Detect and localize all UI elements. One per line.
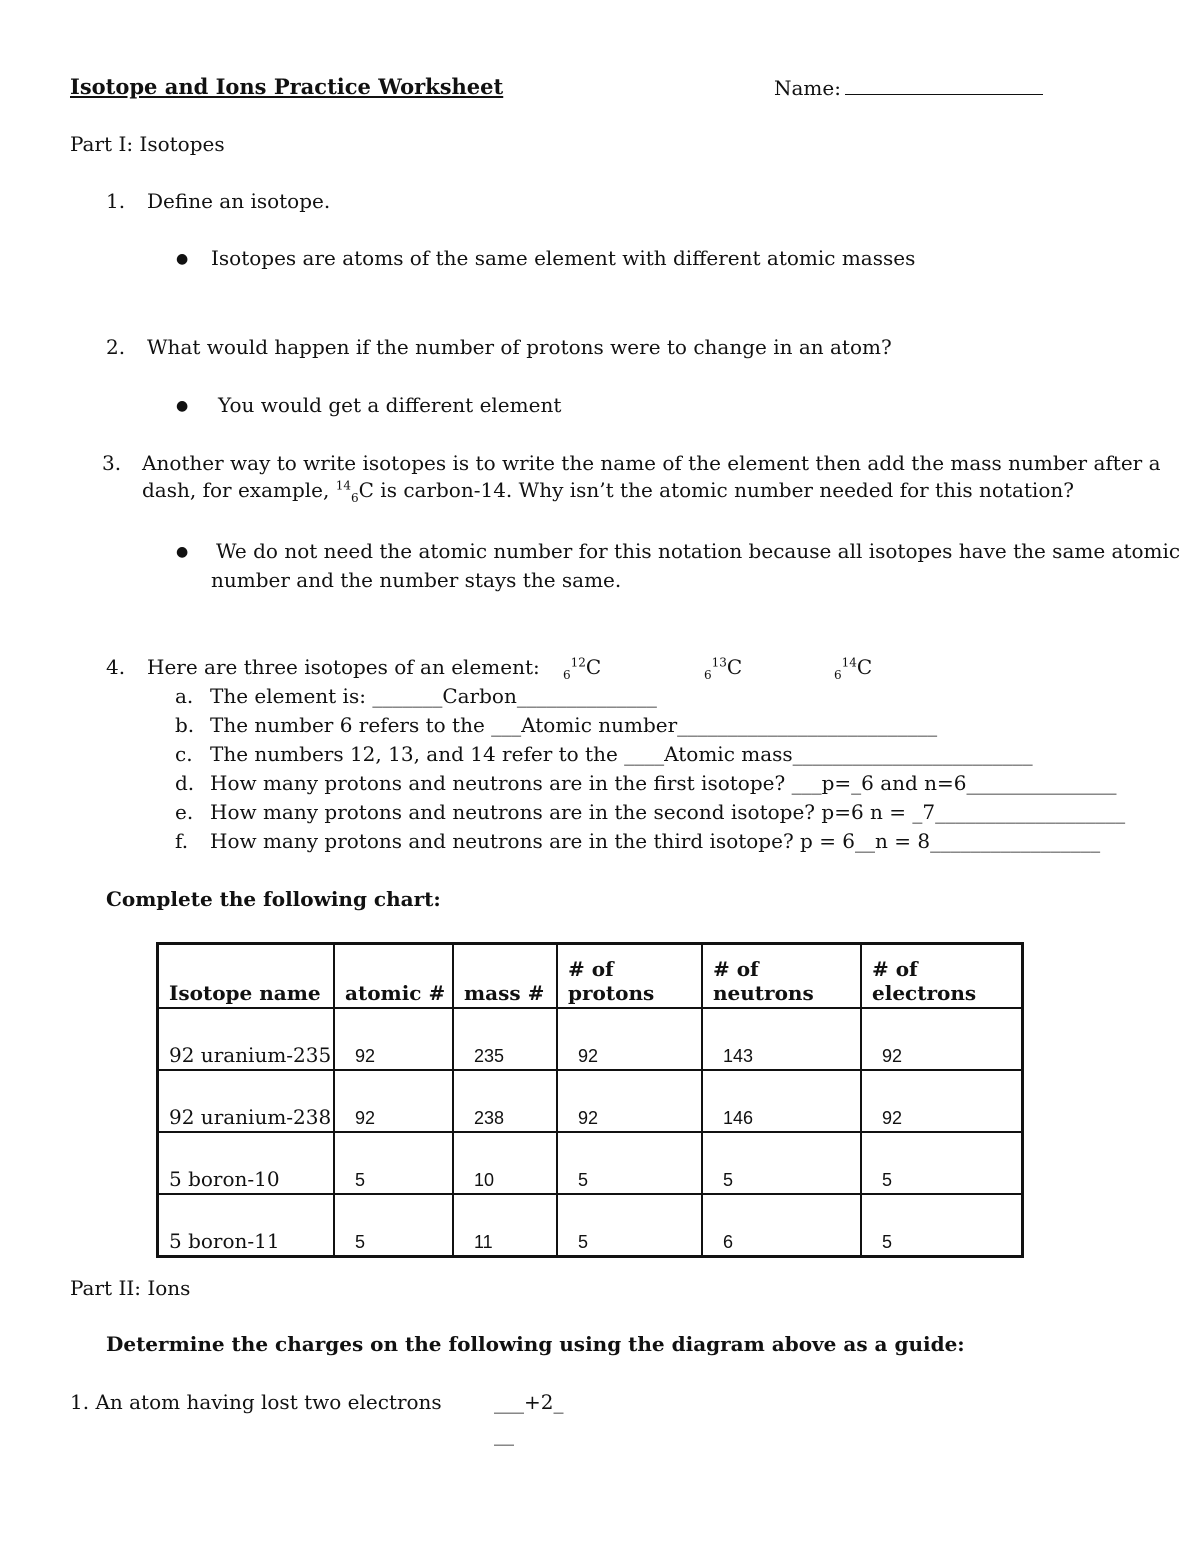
q1-text: Define an isotope. bbox=[147, 189, 331, 213]
table-cell[interactable]: 92 uranium-235 bbox=[158, 1008, 335, 1070]
q4a-answer: Carbon______________ bbox=[442, 684, 657, 708]
q3-text-line2: dash, for example, $^{14}_6$C is carbon-14. Why isn’t the atomic number needed for this notation? bbox=[142, 478, 1074, 505]
table-row bbox=[158, 1070, 1023, 1132]
column-header: # of electrons bbox=[861, 944, 1023, 1009]
table-cell[interactable]: 92 bbox=[861, 1008, 1023, 1070]
name-field bbox=[774, 74, 1043, 100]
bullet-icon: ● bbox=[176, 251, 189, 267]
table-cell[interactable]: 92 bbox=[334, 1070, 453, 1132]
table-cell[interactable]: 6 bbox=[702, 1194, 861, 1257]
q3-atomic-subscript: 6 bbox=[350, 491, 359, 505]
table-cell[interactable]: 92 bbox=[557, 1070, 702, 1132]
q4b-answer: Atomic number__________________________ bbox=[521, 713, 938, 737]
table-cell[interactable]: 5 bbox=[702, 1132, 861, 1194]
isotope-notation: $_6^{13}$C bbox=[704, 655, 743, 682]
name-blank[interactable] bbox=[845, 74, 1043, 95]
table-cell[interactable]: 235 bbox=[453, 1008, 557, 1070]
name-label: Name: bbox=[774, 76, 841, 100]
q4e-answer: p=6 n = _7___________________ bbox=[821, 800, 1126, 824]
column-header: mass # bbox=[453, 944, 557, 1009]
q4-text: Here are three isotopes of an element: bbox=[147, 655, 540, 679]
table-row bbox=[158, 1008, 1023, 1070]
q3-answer-line2: number and the number stays the same. bbox=[211, 568, 622, 592]
q3-answer-line1: We do not need the atomic number for this notation because all isotopes have the same atomic bbox=[216, 539, 1181, 563]
table-cell[interactable]: 5 boron-11 bbox=[158, 1194, 335, 1257]
bullet-icon: ● bbox=[176, 544, 189, 560]
table-cell[interactable]: 5 bbox=[334, 1194, 453, 1257]
q4b-text: The number 6 refers to the ___Atomic number__________________________ bbox=[210, 713, 938, 737]
table-cell[interactable]: 5 bbox=[334, 1132, 453, 1194]
part2-instructions: Determine the charges on the following using the diagram above as a guide: bbox=[106, 1332, 965, 1356]
q4b-letter: b. bbox=[175, 713, 195, 737]
table-cell[interactable]: 92 bbox=[557, 1008, 702, 1070]
worksheet-title: Isotope and Ions Practice Worksheet bbox=[70, 74, 504, 99]
table-cell[interactable]: 11 bbox=[453, 1194, 557, 1257]
column-header: # of protons bbox=[557, 944, 702, 1009]
q4d-text: How many protons and neutrons are in the first isotope? ___p=_6 and n=6_______________ bbox=[210, 771, 1117, 795]
bullet-icon: ● bbox=[176, 398, 189, 414]
table-cell[interactable]: 10 bbox=[453, 1132, 557, 1194]
table-cell[interactable]: 238 bbox=[453, 1070, 557, 1132]
table-cell[interactable]: 146 bbox=[702, 1070, 861, 1132]
part2-q1-answer-line2: __ bbox=[494, 1422, 514, 1446]
isotope-notation: $_6^{14}$C bbox=[834, 655, 873, 682]
q4-number: 4. bbox=[106, 655, 126, 679]
table-cell[interactable]: 92 bbox=[861, 1070, 1023, 1132]
q4d-answer: ___p=_6 and n=6_______________ bbox=[791, 771, 1117, 795]
q2-text: What would happen if the number of protons were to change in an atom? bbox=[147, 335, 892, 359]
table-cell[interactable]: 5 boron-10 bbox=[158, 1132, 335, 1194]
table-cell[interactable]: 92 uranium-238 bbox=[158, 1070, 335, 1132]
q1-answer: Isotopes are atoms of the same element with different atomic masses bbox=[211, 246, 916, 270]
chart-heading: Complete the following chart: bbox=[106, 887, 441, 911]
q2-answer: You would get a different element bbox=[218, 393, 562, 417]
isotope-notation: $_6^{12}$C bbox=[563, 655, 602, 682]
q4c-letter: c. bbox=[175, 742, 193, 766]
q4a-letter: a. bbox=[175, 684, 194, 708]
table-cell[interactable]: 5 bbox=[557, 1194, 702, 1257]
table-cell[interactable]: 5 bbox=[861, 1194, 1023, 1257]
q4c-answer: Atomic mass________________________ bbox=[664, 742, 1033, 766]
table-cell[interactable]: 92 bbox=[334, 1008, 453, 1070]
table-cell[interactable]: 143 bbox=[702, 1008, 861, 1070]
q2-number: 2. bbox=[106, 335, 126, 359]
q4e-text: How many protons and neutrons are in the second isotope? p=6 n = _7___________________ bbox=[210, 800, 1126, 824]
part1-heading: Part I: Isotopes bbox=[70, 132, 225, 156]
table-row bbox=[158, 1194, 1023, 1257]
q3-mass-superscript: 14 bbox=[335, 478, 351, 493]
q4a-text: The element is: _______Carbon______________ bbox=[210, 684, 657, 708]
column-header: # of neutrons bbox=[702, 944, 861, 1009]
part2-q1-answer: ___+2_ bbox=[494, 1390, 564, 1414]
q4c-text: The numbers 12, 13, and 14 refer to the ____Atomic mass________________________ bbox=[210, 742, 1033, 766]
q4f-answer: p = 6__n = 8_________________ bbox=[800, 829, 1101, 853]
part2-q1-text: 1. An atom having lost two electrons bbox=[70, 1390, 442, 1414]
q4f-letter: f. bbox=[175, 829, 189, 853]
table-cell[interactable]: 5 bbox=[861, 1132, 1023, 1194]
q4d-letter: d. bbox=[175, 771, 195, 795]
q4e-letter: e. bbox=[175, 800, 194, 824]
chart-header-row bbox=[158, 944, 1023, 1009]
table-row bbox=[158, 1132, 1023, 1194]
q4f-text: How many protons and neutrons are in the third isotope? p = 6__n = 8_________________ bbox=[210, 829, 1101, 853]
column-header: Isotope name bbox=[158, 944, 335, 1009]
table-cell[interactable]: 5 bbox=[557, 1132, 702, 1194]
q3-text-line1: Another way to write isotopes is to write the name of the element then add the mass number after a bbox=[142, 451, 1161, 475]
part2-heading: Part II: Ions bbox=[70, 1276, 191, 1300]
column-header: atomic # bbox=[334, 944, 453, 1009]
q1-number: 1. bbox=[106, 189, 126, 213]
isotope-chart bbox=[156, 942, 1024, 1258]
q3-number: 3. bbox=[102, 451, 122, 475]
